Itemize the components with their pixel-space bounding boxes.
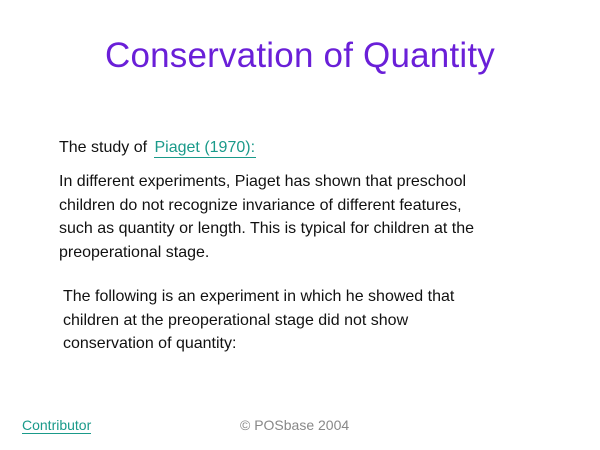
paragraph-line: preoperational stage.	[59, 243, 210, 261]
paragraph-experiment-intro	[63, 285, 513, 356]
copyright-notice: © POSbase 2004	[240, 417, 350, 433]
paragraph-line: The following is an experiment in which he showed that	[63, 288, 455, 305]
paragraph-line: children do not recognize invariance of different features,	[59, 196, 462, 214]
paragraph-line: children at the preoperational stage did not show	[63, 311, 409, 329]
intro-line	[59, 138, 256, 158]
citation-link-piaget[interactable]: Piaget (1970):	[154, 139, 256, 156]
paragraph-piaget-findings	[59, 170, 509, 264]
paragraph-line: conservation of quantity:	[63, 335, 237, 352]
slide-title: Conservation of Quantity	[104, 36, 495, 75]
intro-prefix: The study of	[59, 139, 148, 156]
paragraph-line: such as quantity or length. This is typical for children at the	[59, 220, 475, 237]
contributor-link[interactable]: Contributor	[22, 417, 92, 433]
paragraph-line: In different experiments, Piaget has shown that preschool	[59, 173, 467, 190]
